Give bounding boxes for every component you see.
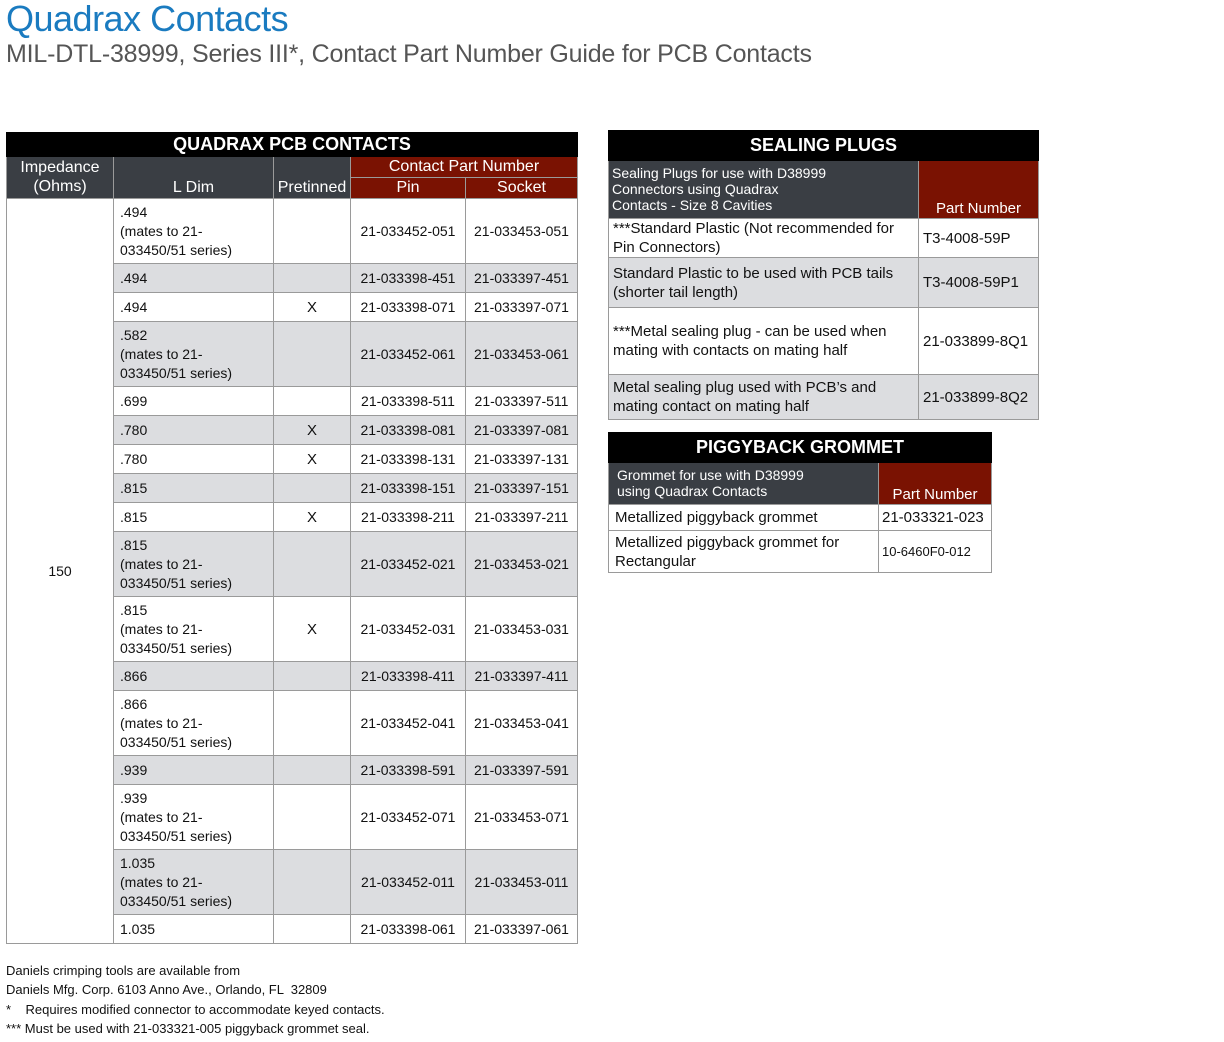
pretinned-cell bbox=[274, 474, 351, 503]
socket-part-number: 21-033397-411 bbox=[466, 662, 578, 691]
description-line: ***Metal sealing plug - can be used when bbox=[613, 323, 887, 340]
ldim-line: .815 bbox=[120, 601, 148, 618]
pin-part-number: 21-033452-021 bbox=[351, 532, 466, 597]
ldim-cell bbox=[114, 474, 274, 503]
pretinned-cell bbox=[274, 915, 351, 944]
ldim-line: 033450/51 series) bbox=[120, 241, 233, 258]
ldim-line: 033450/51 series) bbox=[120, 827, 233, 844]
pretinned-cell bbox=[274, 850, 351, 915]
ldim-line: .939 bbox=[120, 761, 148, 778]
sealing-plug-part-number: T3-4008-59P bbox=[919, 219, 1039, 258]
piggyback-part-number: 10-6460F0-012 bbox=[879, 531, 992, 573]
ldim-line: (mates to 21- bbox=[120, 714, 203, 731]
footnote-line: Daniels Mfg. Corp. 6103 Anno Ave., Orlando, FL 32809 bbox=[6, 982, 327, 998]
ldim-line: (mates to 21- bbox=[120, 555, 203, 572]
socket-part-number: 21-033397-061 bbox=[466, 915, 578, 944]
sealing-desc-line2: Connectors using Quadrax bbox=[612, 181, 779, 197]
impedance-header-line1: Impedance bbox=[20, 159, 100, 176]
footnotes bbox=[6, 961, 385, 1038]
ldim-line: .939 bbox=[120, 789, 148, 806]
ldim-line: .866 bbox=[120, 695, 148, 712]
ldim-line: (mates to 21- bbox=[120, 808, 203, 825]
socket-part-number: 21-033397-131 bbox=[466, 445, 578, 474]
ldim-cell bbox=[114, 915, 274, 944]
page-title: Quadrax Contacts bbox=[6, 0, 289, 39]
pin-part-number: 21-033452-031 bbox=[351, 597, 466, 662]
ldim-line: .582 bbox=[120, 326, 148, 343]
socket-header: Socket bbox=[466, 178, 578, 199]
piggyback-desc-line2: using Quadrax Contacts bbox=[617, 483, 768, 499]
pin-part-number: 21-033398-411 bbox=[351, 662, 466, 691]
pin-part-number: 21-033398-061 bbox=[351, 915, 466, 944]
ldim-line: 1.035 bbox=[120, 920, 156, 937]
ldim-line: 033450/51 series) bbox=[120, 733, 233, 750]
pretinned-cell bbox=[274, 662, 351, 691]
description-line: Standard Plastic to be used with PCB tails bbox=[613, 264, 894, 282]
description-line: Metallized piggyback grommet bbox=[615, 509, 818, 526]
ldim-line: 033450/51 series) bbox=[120, 892, 233, 909]
sealing-plug-part-number: 21-033899-8Q2 bbox=[919, 375, 1039, 420]
description-line: mating contact on mating half bbox=[613, 398, 809, 415]
socket-part-number: 21-033453-061 bbox=[466, 322, 578, 387]
socket-part-number: 21-033397-081 bbox=[466, 416, 578, 445]
pretinned-cell bbox=[274, 691, 351, 756]
main-table-title: QUADRAX PCB CONTACTS bbox=[7, 133, 578, 157]
pretinned-cell bbox=[274, 756, 351, 785]
pretinned-cell bbox=[274, 264, 351, 293]
piggyback-row bbox=[609, 505, 992, 531]
description-line: Rectangular bbox=[615, 552, 696, 570]
ldim-line: .815 bbox=[120, 536, 148, 553]
contact-part-number-header: Contact Part Number bbox=[351, 157, 578, 178]
table-row bbox=[7, 199, 578, 264]
impedance-header-line2: (Ohms) bbox=[33, 178, 87, 195]
ldim-cell bbox=[114, 387, 274, 416]
pretinned-cell bbox=[274, 532, 351, 597]
description-line: mating with contacts on mating half bbox=[613, 342, 848, 359]
ldim-line: (mates to 21- bbox=[120, 620, 203, 637]
socket-part-number: 21-033397-071 bbox=[466, 293, 578, 322]
footnote-line: *** Must be used with 21-033321-005 piggyback grommet seal. bbox=[6, 1020, 370, 1036]
quadrax-pcb-contacts-table bbox=[6, 132, 577, 944]
pin-part-number: 21-033452-071 bbox=[351, 785, 466, 850]
socket-part-number: 21-033397-511 bbox=[466, 387, 578, 416]
ldim-cell bbox=[114, 691, 274, 756]
piggyback-part-number: 21-033321-023 bbox=[879, 505, 992, 531]
pretinned-cell: X bbox=[274, 445, 351, 474]
pin-part-number: 21-033452-051 bbox=[351, 199, 466, 264]
ldim-line: .815 bbox=[120, 479, 148, 496]
ldim-line: .866 bbox=[120, 667, 148, 684]
piggyback-grommet-title: PIGGYBACK GROMMET bbox=[609, 433, 992, 463]
pretinned-cell: X bbox=[274, 597, 351, 662]
ldim-cell bbox=[114, 597, 274, 662]
ldim-line: 033450/51 series) bbox=[120, 639, 233, 656]
sealing-plugs-title: SEALING PLUGS bbox=[609, 131, 1039, 161]
sealing-plugs-description-header bbox=[609, 161, 919, 219]
ldim-cell bbox=[114, 293, 274, 322]
pretinned-cell bbox=[274, 785, 351, 850]
impedance-value: 150 bbox=[7, 199, 114, 944]
pin-part-number: 21-033398-511 bbox=[351, 387, 466, 416]
pretinned-header: Pretinned bbox=[274, 157, 351, 199]
pin-part-number: 21-033398-591 bbox=[351, 756, 466, 785]
description-line: Metallized piggyback grommet for bbox=[615, 533, 840, 551]
ldim-line: .780 bbox=[120, 450, 148, 467]
pretinned-cell: X bbox=[274, 503, 351, 532]
ldim-cell bbox=[114, 756, 274, 785]
socket-part-number: 21-033453-011 bbox=[466, 850, 578, 915]
socket-part-number: 21-033397-451 bbox=[466, 264, 578, 293]
socket-part-number: 21-033453-071 bbox=[466, 785, 578, 850]
ldim-line: .494 bbox=[120, 203, 148, 220]
piggyback-grommet-table bbox=[608, 432, 991, 573]
description-line: ***Standard Plastic (Not recommended for bbox=[613, 220, 894, 237]
sealing-plug-row bbox=[609, 258, 1039, 308]
sealing-plug-description bbox=[609, 308, 919, 375]
ldim-line: 033450/51 series) bbox=[120, 574, 233, 591]
description-line: Metal sealing plug used with PCB’s and bbox=[613, 379, 877, 396]
ldim-cell bbox=[114, 503, 274, 532]
piggyback-description bbox=[609, 531, 879, 573]
ldim-cell bbox=[114, 322, 274, 387]
ldim-line: .815 bbox=[120, 508, 148, 525]
ldim-line: (mates to 21- bbox=[120, 873, 203, 890]
piggyback-part-number-header: Part Number bbox=[879, 463, 992, 505]
sealing-plug-description bbox=[609, 219, 919, 258]
ldim-line: (mates to 21- bbox=[120, 222, 203, 239]
pin-part-number: 21-033398-071 bbox=[351, 293, 466, 322]
ldim-line: 1.035 bbox=[120, 854, 156, 871]
pin-part-number: 21-033398-211 bbox=[351, 503, 466, 532]
ldim-line: .699 bbox=[120, 392, 148, 409]
piggyback-description bbox=[609, 505, 879, 531]
sealing-plug-description bbox=[609, 375, 919, 420]
socket-part-number: 21-033453-021 bbox=[466, 532, 578, 597]
ldim-cell bbox=[114, 662, 274, 691]
piggyback-row bbox=[609, 531, 992, 573]
pretinned-cell: X bbox=[274, 416, 351, 445]
pin-part-number: 21-033452-061 bbox=[351, 322, 466, 387]
pretinned-cell bbox=[274, 199, 351, 264]
sealing-plug-row bbox=[609, 308, 1039, 375]
socket-part-number: 21-033453-031 bbox=[466, 597, 578, 662]
sealing-plug-part-number: T3-4008-59P1 bbox=[919, 258, 1039, 308]
pin-header: Pin bbox=[351, 178, 466, 199]
pin-part-number: 21-033398-131 bbox=[351, 445, 466, 474]
ldim-cell bbox=[114, 850, 274, 915]
sealing-plug-description bbox=[609, 258, 919, 308]
ldim-line: .494 bbox=[120, 298, 148, 315]
socket-part-number: 21-033453-051 bbox=[466, 199, 578, 264]
pretinned-cell: X bbox=[274, 293, 351, 322]
piggyback-description-header bbox=[609, 463, 879, 505]
description-line: (shorter tail length) bbox=[613, 283, 739, 301]
piggyback-desc-line1: Grommet for use with D38999 bbox=[617, 467, 804, 483]
ldim-cell bbox=[114, 532, 274, 597]
pin-part-number: 21-033398-081 bbox=[351, 416, 466, 445]
ldim-cell bbox=[114, 416, 274, 445]
ldim-cell bbox=[114, 445, 274, 474]
socket-part-number: 21-033453-041 bbox=[466, 691, 578, 756]
sealing-desc-line1: Sealing Plugs for use with D38999 bbox=[612, 165, 827, 181]
footnote-line: Daniels crimping tools are available from bbox=[6, 963, 241, 978]
socket-part-number: 21-033397-151 bbox=[466, 474, 578, 503]
footnote-line: * Requires modified connector to accommodate keyed contacts. bbox=[6, 1001, 385, 1017]
ldim-header: L Dim bbox=[114, 157, 274, 199]
sealing-plug-row bbox=[609, 219, 1039, 258]
description-line: Pin Connectors) bbox=[613, 239, 721, 256]
pretinned-cell bbox=[274, 387, 351, 416]
ldim-cell bbox=[114, 199, 274, 264]
pin-part-number: 21-033452-011 bbox=[351, 850, 466, 915]
pin-part-number: 21-033452-041 bbox=[351, 691, 466, 756]
pin-part-number: 21-033398-151 bbox=[351, 474, 466, 503]
ldim-line: .780 bbox=[120, 421, 148, 438]
sealing-plug-part-number: 21-033899-8Q1 bbox=[919, 308, 1039, 375]
page-subtitle: MIL-DTL-38999, Series III*, Contact Part Number Guide for PCB Contacts bbox=[6, 40, 812, 68]
sealing-plugs-table bbox=[608, 130, 1038, 420]
sealing-plug-row bbox=[609, 375, 1039, 420]
ldim-cell bbox=[114, 264, 274, 293]
ldim-line: (mates to 21- bbox=[120, 345, 203, 362]
sealing-part-number-header: Part Number bbox=[919, 161, 1039, 219]
socket-part-number: 21-033397-591 bbox=[466, 756, 578, 785]
socket-part-number: 21-033397-211 bbox=[466, 503, 578, 532]
pretinned-cell bbox=[274, 322, 351, 387]
sealing-desc-line3: Contacts - Size 8 Cavities bbox=[612, 197, 773, 213]
ldim-line: 033450/51 series) bbox=[120, 364, 233, 381]
ldim-cell bbox=[114, 785, 274, 850]
pin-part-number: 21-033398-451 bbox=[351, 264, 466, 293]
ldim-line: .494 bbox=[120, 269, 148, 286]
impedance-header bbox=[7, 157, 114, 199]
